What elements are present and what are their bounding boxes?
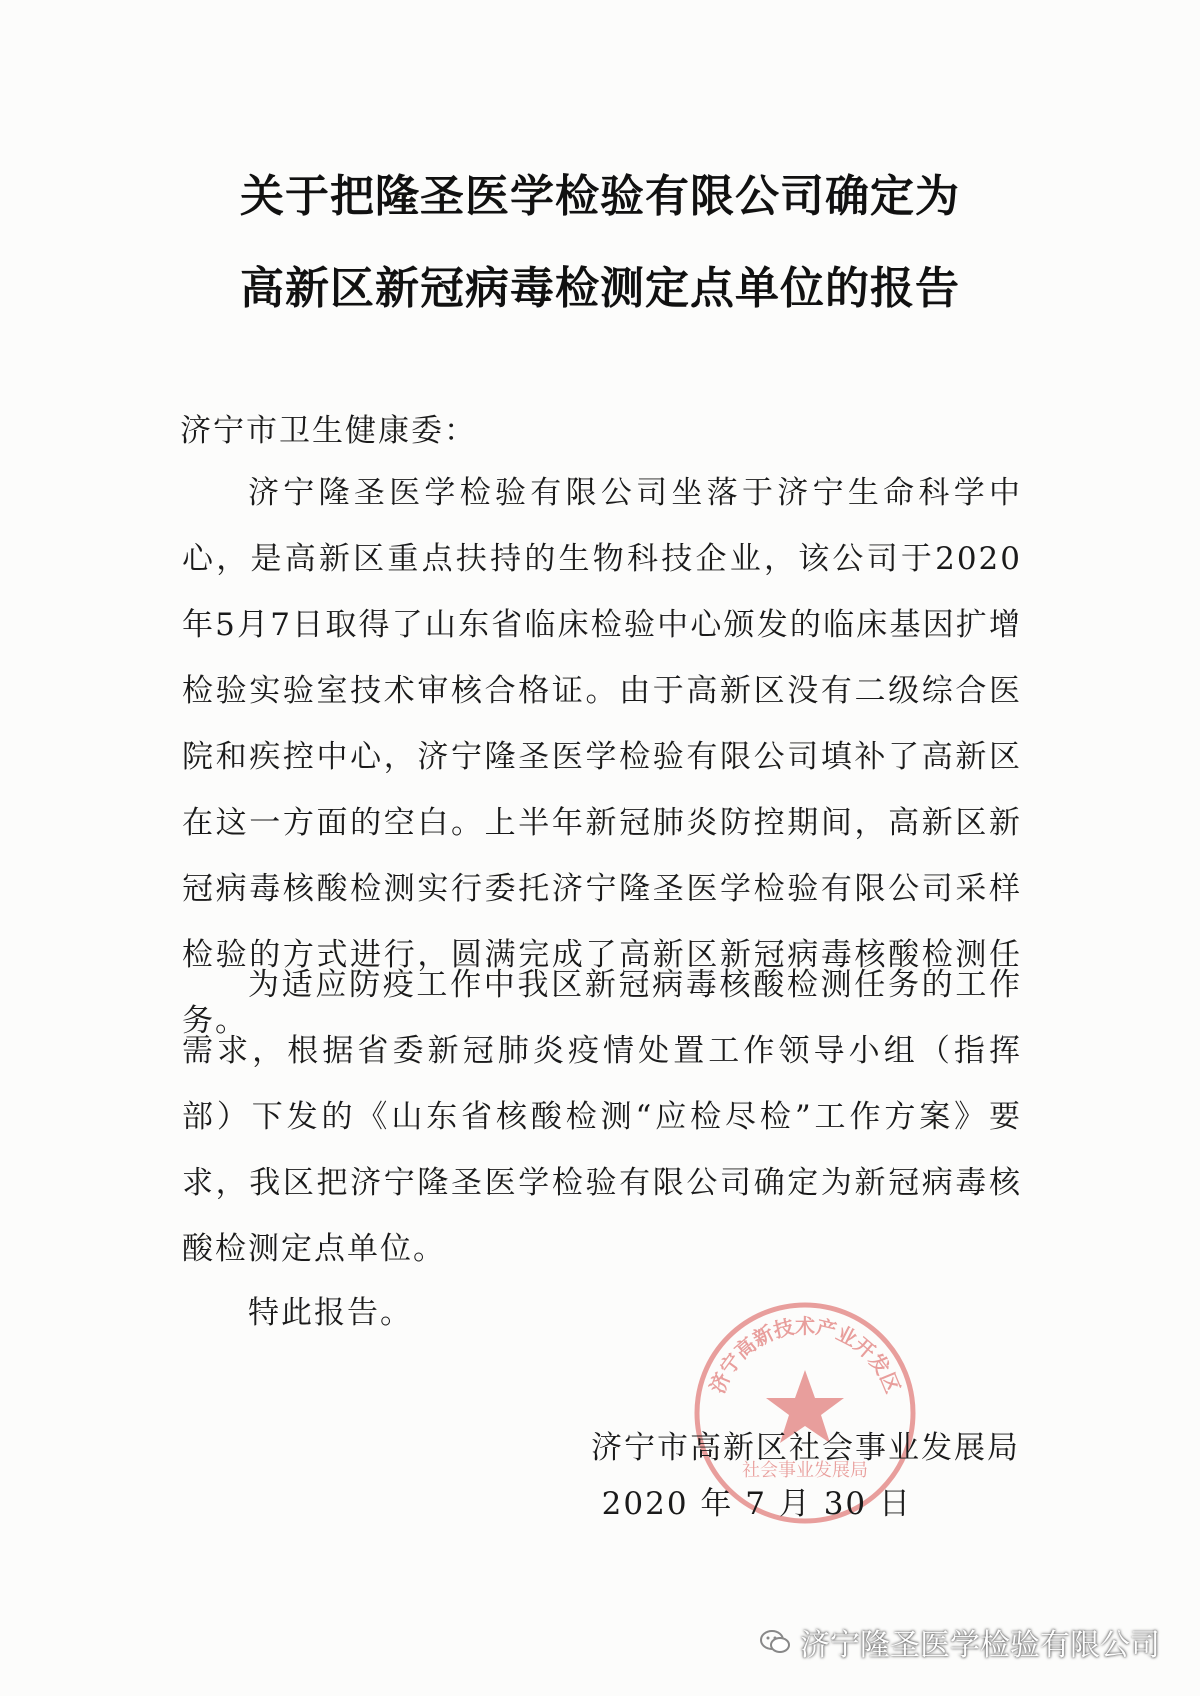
wechat-watermark (760, 1620, 1160, 1664)
document-title-line-2: 高新区新冠病毒检测定点单位的报告 (240, 263, 960, 314)
watermark-text: 济宁隆圣医学检验有限公司 (800, 1628, 1160, 1663)
seal-bottom-text: 社会事业发展局 (742, 1460, 868, 1481)
signature-date: 2020 年 7 月 30 日 (601, 1486, 912, 1522)
body-paragraph-2: 为适应防疫工作中我区新冠病毒核酸检测任务的工作需求，根据省委新冠肺炎疫情处置工作领导小组（指挥部）下发的《山东省核酸检测“应检尽检”工作方案》要求，我区把济宁隆圣医学检验有限公司确定为新冠病毒核酸检测定点单位。 (182, 967, 1022, 1267)
document-title-line-1: 关于把隆圣医学检验有限公司确定为 (240, 171, 960, 222)
salutation: 济宁市卫生健康委： (180, 413, 477, 449)
body-paragraph-1: 济宁隆圣医学检验有限公司坐落于济宁生命科学中心，是高新区重点扶持的生物科技企业，该公司于2020年5月7日取得了山东省临床检验中心颁发的临床基因扩增检验实验室技术审核合格证。由于高新区没有二级综合医院和疾控中心，济宁隆圣医学检验有限公司填补了高新区在这一方面的空白。上半年新冠肺炎防控期间，高新区新冠病毒核酸检测实行委托济宁隆圣医学检验有限公司采样检验的方式进行，圆满完成了高新区新冠病毒核酸检测任务。 (182, 475, 1022, 1039)
signature-organization: 济宁市高新区社会事业发展局 (591, 1430, 1020, 1466)
body-paragraph-3: 特此报告。 (248, 1295, 413, 1331)
wechat-icon (760, 1629, 790, 1655)
seal-top-text: 济宁高新技术产业开发区 (705, 1314, 905, 1397)
